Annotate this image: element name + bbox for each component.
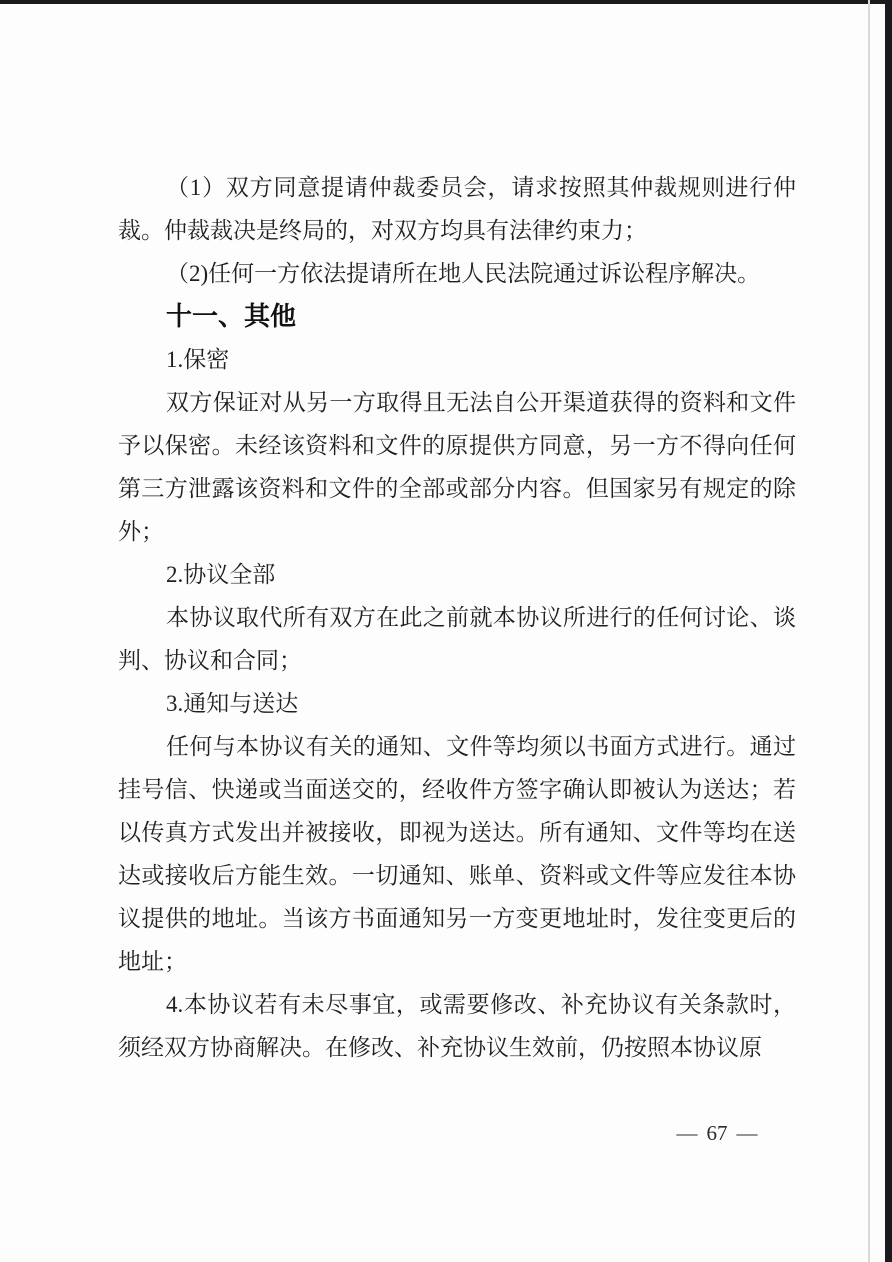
amendment-paragraph: 4.本协议若有未尽事宜，或需要修改、补充协议有关条款时，须经双方协商解决。在修改、补充协议生效前，仍按照本协议原 [118,992,796,1060]
arbitration-clause-paragraph: （1）双方同意提请仲裁委员会，请求按照其仲裁规则进行仲裁。仲裁裁决是终局的，对双方均具有法律约束力； [118,175,796,243]
section-heading: 十一、其他 [166,301,297,331]
scan-edge-top [0,0,892,4]
page-number: 67 [706,1121,728,1145]
scan-artifact-line [868,0,870,1262]
page-footer [652,1118,782,1148]
notice-subheading: 3.通知与送达 [166,691,299,716]
entire-agreement-subheading: 2.协议全部 [166,562,276,587]
confidentiality-paragraph: 双方保证对从另一方取得且无法自公开渠道获得的资料和文件予以保密。未经该资料和文件的原提供方同意，另一方不得向任何第三方泄露该资料和文件的全部或部分内容。但国家另有规定的除外； [118,390,796,544]
confidentiality-subheading: 1.保密 [166,347,230,372]
scan-edge-right [885,0,892,1262]
footer-left-dash: — [676,1121,698,1145]
footer-right-dash: — [736,1121,758,1145]
document-body [118,166,796,1069]
entire-agreement-paragraph: 本协议取代所有双方在此之前就本协议所进行的任何讨论、谈判、协议和合同； [118,605,796,673]
notice-paragraph: 任何与本协议有关的通知、文件等均须以书面方式进行。通过挂号信、快递或当面送交的，经收件方签字确认即被认为送达；若以传真方式发出并被接收，即视为送达。所有通知、文件等均在送达或接收后方能生效。一切通知、账单、资料或文件等应发往本协议提供的地址。当该方书面通知另一方变更地址时，发往变更后的地址； [118,734,796,974]
litigation-clause-paragraph: （2)任何一方依法提请所在地人民法院通过诉讼程序解决。 [166,261,761,286]
